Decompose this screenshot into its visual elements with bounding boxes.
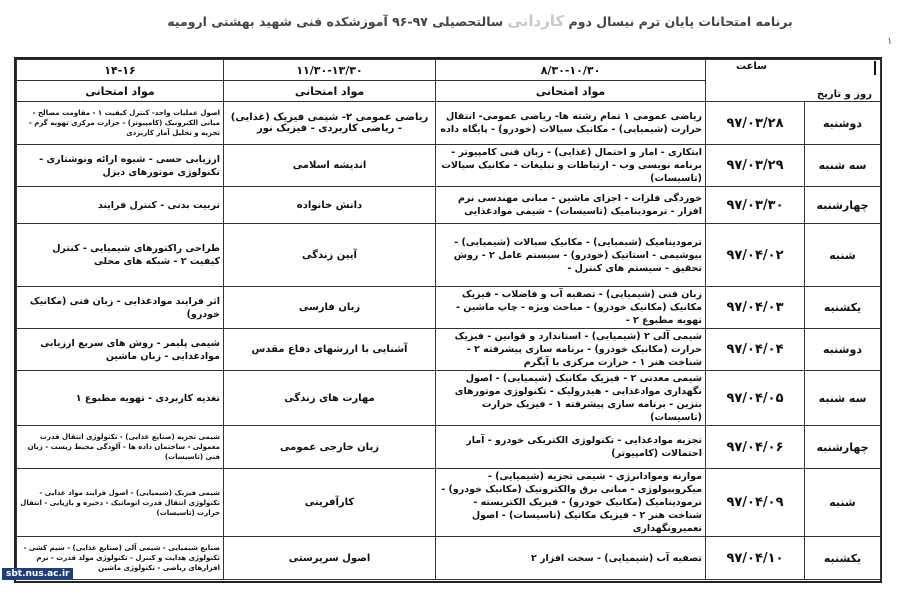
day-cell: دوشنبه [805, 102, 881, 145]
table-row [17, 537, 881, 580]
slot1-subjects: موازنه وموادانرژی - شیمی تجزیه (شیمیایی) - میکروبیولوژی - مبانی برق والکترونیک (مکانیک خودرو) - ترمودینامیک (مکانیک خودرو) - فیزیک الکتریسته - شناخت هنر ۲ - فیزیک مکانیک (تاسیسات) - اصول تعمیرونگهداری [436, 469, 706, 537]
title-text-1: برنامه امتحانات پایان ترم نیسال دوم [564, 14, 793, 29]
day-cell: شنبه [805, 224, 881, 287]
slot2-subjects: دانش خانواده [224, 187, 436, 224]
slot3-subjects: صنایع شیمیایی - شیمی آلی (صنایع غذایی) - سیم کشی - تکنولوژی هدایت و کنترل - تکنولوژی مولد قدرت - نرم افزارهای ریاضی - تکنولوژی ماشین [17, 537, 224, 580]
slot3-subjects: اصول عملیات واحد- کنترل کیفیت ۱ - مقاومت مصالح - مبانی الکترونیک (کامپیوتر) - حرارت مرکزی تهویه گرم - تجزیه و تحلیل آمار کاربردی [17, 102, 224, 145]
header-time-label: ساعت [736, 61, 768, 72]
page-number: ۱ [887, 36, 893, 47]
slot3-subjects: شیمی تجزیه (صنایع غذایی) - تکنولوژی انتقال قدرت معمولی - ساختمان داده ها - آلودگی محیط زیست - زبان فنی (تاسیسات) [17, 426, 224, 469]
header-corner [706, 60, 881, 102]
slot2-subjects: ریاضی عمومی ۲- شیمی فیزیک (غذایی) - ریاضی کاربردی - فیزیک نور [224, 102, 436, 145]
slot2-subjects: زبان فارسی [224, 287, 436, 329]
table-row [17, 329, 881, 371]
date-cell: ۹۷/۰۴/۰۵ [706, 371, 805, 426]
day-cell: سه شنبه [805, 145, 881, 187]
slot1-subjects: ریاضی عمومی ۱ تمام رشته ها- ریاضی عمومی- انتقال حرارت (شیمیایی) - مکانیک سیالات (خودرو) - پایگاه داده [436, 102, 706, 145]
slot1-subjects: زبان فنی (شیمیایی) - تصفیه آب و فاضلاب - فیزیک مکانیک (مکانیک خودرو) - مباحث ویژه - چاپ ماشین - تهویه مطبوع ۲ - [436, 287, 706, 329]
slot1-subjects: شیمی معدنی ۲ - فیزیک مکانیک (شیمیایی) - اصول نگهداری موادغذایی - هیدرولیک - تکنولوژی موتورهای بنزین - برنامه سازی پیشرفته ۱ - فیزیک حرارت (تاسیسات) [436, 371, 706, 426]
slot3-subjects: شیمی پلیمر - روش های سریع ارزیابی موادغذایی - زبان ماشین [17, 329, 224, 371]
date-cell: ۹۷/۰۴/۰۳ [706, 287, 805, 329]
table-row [17, 224, 881, 287]
slot3-subjects: ارزیابی حسی - شیوه ارائه ونوشتاری - تکنولوژی موتورهای دیزل [17, 145, 224, 187]
day-cell: چهارشنبه [805, 187, 881, 224]
slot2-subjects: مهارت های زندگی [224, 371, 436, 426]
slot2-subjects: کارآفرینی [224, 469, 436, 537]
header-time-slot-1: ۸/۳۰-۱۰/۳۰ [436, 60, 706, 81]
day-cell: دوشنبه [805, 329, 881, 371]
slot1-subjects: شیمی آلی ۲ (شیمیایی) - استاندارد و قوانین - فیزیک حرارت (مکانیک خودرو) - برنامه سازی پیشرفته ۲ - شناخت هنر ۱ - حرارت مرکزی با آبگرم [436, 329, 706, 371]
date-cell: ۹۷/۰۴/۰۴ [706, 329, 805, 371]
header-subjects-3: مواد امتحانی [17, 81, 224, 102]
slot2-subjects: آیین زندگی [224, 224, 436, 287]
header-day-date-label: روز و تاریخ [816, 89, 872, 100]
day-cell: یکشنبه [805, 287, 881, 329]
table-row [17, 102, 881, 145]
day-cell: شنبه [805, 469, 881, 537]
date-cell: ۹۷/۰۴/۰۲ [706, 224, 805, 287]
header-subjects-2: مواد امتحانی [224, 81, 436, 102]
header-time-slot-2: ۱۱/۳۰-۱۳/۳۰ [224, 60, 436, 81]
title-highlight: کاردانی [507, 12, 565, 30]
date-cell: ۹۷/۰۳/۲۹ [706, 145, 805, 187]
slot1-subjects: ابتکاری - امار و احتمال (غذایی) - زبان فنی کامپیوتر - برنامه نویسی وب - ارتباطات و تبلیغات - مکانیک سیالات (تاسیسات) [436, 145, 706, 187]
slot2-subjects: زبان خارجی عمومی [224, 426, 436, 469]
exam-schedule-table [16, 59, 881, 580]
site-watermark: sbt.nus.ac.ir [2, 568, 73, 580]
date-cell: ۹۷/۰۴/۱۰ [706, 537, 805, 580]
slot1-subjects: تجزیه موادغذایی - تکنولوژی الکتریکی خودرو - آمار احتمالات (کامپیوتر) [436, 426, 706, 469]
header-time-slot-3: ۱۴-۱۶ [17, 60, 224, 81]
title-text-2: سالتحصیلی ۹۷-۹۶ آموزشکده فنی شهید بهشتی ارومیه [167, 14, 508, 29]
header-subjects-1: مواد امتحانی [436, 81, 706, 102]
day-cell: سه شنبه [805, 371, 881, 426]
slot3-subjects: اثر فرایند موادغذایی - زبان فنی (مکانیک خودرو) [17, 287, 224, 329]
table-row [17, 187, 881, 224]
table-row [17, 371, 881, 426]
slot3-subjects: تربیت بدنی - کنترل فرایند [17, 187, 224, 224]
day-cell: چهارشنبه [805, 426, 881, 469]
table-row [17, 426, 881, 469]
header-row-times [17, 60, 881, 81]
slot2-subjects: اندیشه اسلامی [224, 145, 436, 187]
slot2-subjects: آشنایی با ارزشهای دفاع مقدس [224, 329, 436, 371]
page-title [70, 12, 890, 30]
corner-bar [874, 61, 876, 75]
date-cell: ۹۷/۰۳/۲۸ [706, 102, 805, 145]
day-cell: یکشنبه [805, 537, 881, 580]
slot3-subjects: تغذیه کاربردی - تهویه مطبوع ۱ [17, 371, 224, 426]
slot3-subjects: شیمی فیزیک (شیمیایی) - اصول فرایند مواد غذایی - تکنولوژی انتقال قدرت اتوماتیک - ذخیره و بازیابی - انتقال حرارت (تاسیسات) [17, 469, 224, 537]
date-cell: ۹۷/۰۴/۰۶ [706, 426, 805, 469]
table-row [17, 287, 881, 329]
date-cell: ۹۷/۰۳/۳۰ [706, 187, 805, 224]
table-row [17, 469, 881, 537]
slot1-subjects: ترمودینامیک (شیمیایی) - مکانیک سیالات (شیمیایی) - بیوشیمی - استاتیک (خودرو) - سیستم عامل ۲ - روش تحقیق - سیستم های کنترل - [436, 224, 706, 287]
slot2-subjects: اصول سرپرستی [224, 537, 436, 580]
slot1-subjects: تصفیه آب (شیمیایی) - سخت افزار ۲ [436, 537, 706, 580]
date-cell: ۹۷/۰۴/۰۹ [706, 469, 805, 537]
slot1-subjects: خوردگی فلزات - اجزای ماشین - مبانی مهندسی نرم افزار - ترمودینامیک (تاسیسات) - شیمی موادغذایی [436, 187, 706, 224]
slot3-subjects: طراحی راکتورهای شیمیایی - کنترل کیفیت ۲ - شبکه های محلی [17, 224, 224, 287]
table-row [17, 145, 881, 187]
